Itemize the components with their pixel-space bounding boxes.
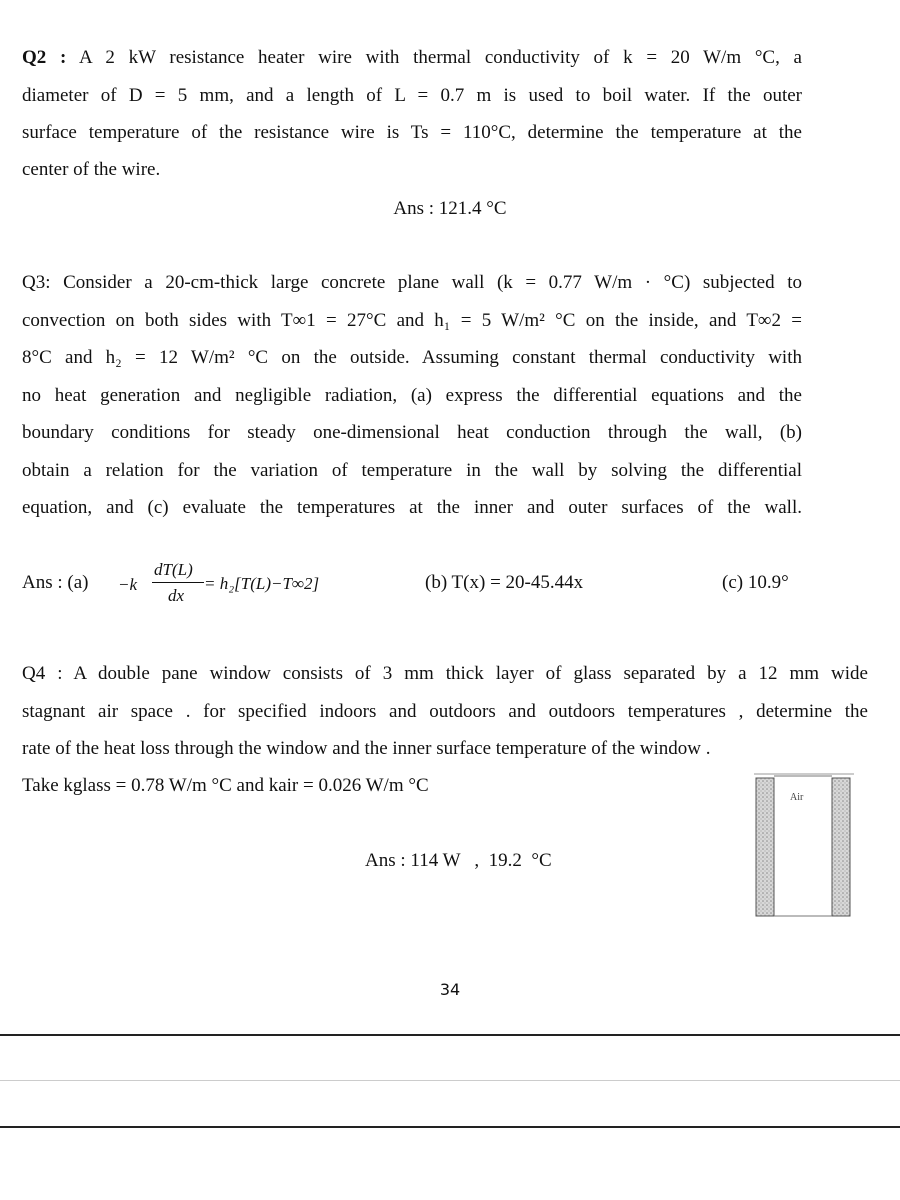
q3-line-3: 8°C and h₂ = 12 W/m² °C on the outside. Assuming constant thermal conductivity with <box>22 347 802 368</box>
q3-line-1: Q3: Consider a 20-cm-thick large concrete plane wall (k = 0.77 W/m · °C) subjected to <box>22 272 802 293</box>
window-diagram <box>754 772 854 920</box>
q3-line-4: no heat generation and negligible radiation, (a) express the differential equations and the <box>22 385 802 406</box>
q3-answer-c: (c) 10.9° <box>722 572 789 593</box>
q2-line-2: diameter of D = 5 mm, and a length of L = 0.7 m is used to boil water. If the outer <box>22 85 802 106</box>
eq-right: = h₂[T(L)−T∞2] <box>204 574 320 593</box>
q4-line-2: stagnant air space . for specified indoors and outdoors and outdoors temperatures , determine the <box>22 701 868 722</box>
q2-answer: Ans : 121.4 °C <box>393 198 507 219</box>
q2-line-1 <box>22 46 802 70</box>
eq-denominator: dx <box>168 586 185 605</box>
q4-line-4 <box>22 774 802 798</box>
q4-answer: Ans : 114 W , 19.2 °C <box>365 850 552 871</box>
q3-answer-a-label: Ans : (a) <box>22 572 89 593</box>
q3-line-6: obtain a relation for the variation of temperature in the wall by solving the differential <box>22 460 802 481</box>
q4-line-4-text: Take kglass = 0.78 W/m °C and kair = 0.026 W/m °C <box>22 775 429 796</box>
q3-line-7: equation, and (c) evaluate the temperatures at the inner and outer surfaces of the wall. <box>22 497 802 518</box>
q3-equation <box>118 560 358 620</box>
air-label: Air <box>790 792 804 803</box>
q2-label: Q2 : <box>22 47 67 68</box>
eq-left: −k <box>118 575 138 594</box>
double-pane-window-figure <box>754 772 854 920</box>
q2-line-1-text: A 2 kW resistance heater wire with thermal conductivity of k = 20 W/m °C, a <box>79 47 802 68</box>
q4-line-1: Q4 : A double pane window consists of 3 mm thick layer of glass separated by a 12 mm wide <box>22 663 868 684</box>
q4-line-3: rate of the heat loss through the window and the inner surface temperature of the window . <box>22 738 711 759</box>
q3-line-2: convection on both sides with T∞1 = 27°C and h₁ = 5 W/m² °C on the inside, and T∞2 = <box>22 310 802 331</box>
footer-rule-top <box>0 1034 900 1036</box>
q2-line-3: surface temperature of the resistance wire is Ts = 110°C, determine the temperature at the <box>22 122 802 143</box>
footer-rule-middle <box>0 1080 900 1081</box>
q2-line-4: center of the wire. <box>22 159 161 180</box>
footer-rule-bottom <box>0 1126 900 1128</box>
eq-fraction-bar <box>152 582 204 583</box>
eq-numerator: dT(L) <box>154 560 193 579</box>
q3-line-5: boundary conditions for steady one-dimensional heat conduction through the wall, (b) <box>22 422 802 443</box>
q3-answer-b: (b) T(x) = 20-45.44x <box>425 572 584 593</box>
page-number: 34 <box>439 980 461 999</box>
